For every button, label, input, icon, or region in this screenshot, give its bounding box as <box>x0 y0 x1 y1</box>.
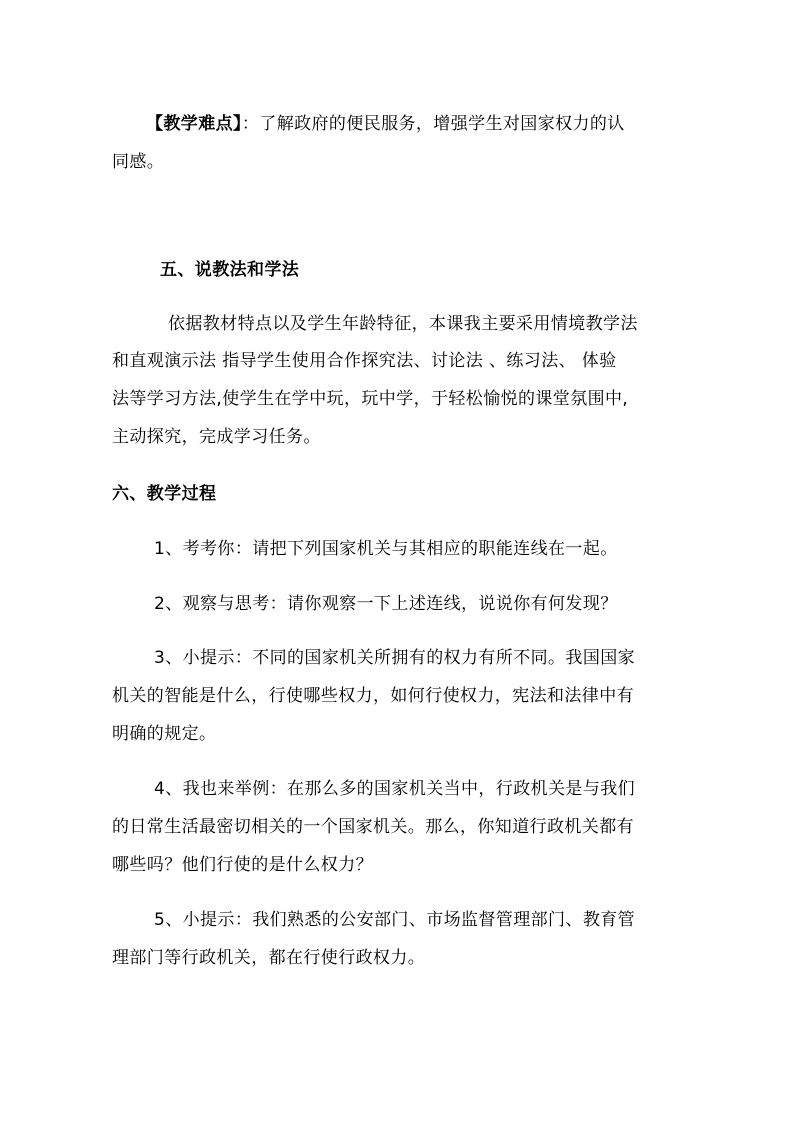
section-5-para-line-3: 法等学习方法,使学生在学中玩，玩中学，于轻松愉悦的课堂氛围中, <box>112 389 629 409</box>
section-5-heading: 五、说教法和学法 <box>160 260 300 280</box>
section-6-heading: 六、教学过程 <box>112 484 217 504</box>
section-5-para-line-1: 依据教材特点以及学生年龄特征，本课我主要采用情境教学法 <box>168 314 638 334</box>
section-5-para-line-2: 和直观演示法 指导学生使用合作探究法、讨论法 、练习法、 体验 <box>112 351 617 371</box>
difficulty-label: 【教学难点】 <box>146 114 242 134</box>
item-1: 1、考考你：请把下列国家机关与其相应的职能连线在一起。 <box>154 539 618 559</box>
item-5-line-1: 5、小提示：我们熟悉的公安部门、市场监督管理部门、教育管 <box>154 910 636 930</box>
difficulty-text: ：了解政府的便民服务，增强学生对国家权力的认 <box>241 114 625 134</box>
difficulty-line-2: 同感。 <box>112 152 165 172</box>
item-3-line-1: 3、小提示：不同的国家机关所拥有的权力有所不同。我国国家 <box>154 648 636 668</box>
item-3-line-2: 机关的智能是什么，行使哪些权力，如何行使权力，宪法和法律中有 <box>112 686 634 706</box>
item-4-line-1: 4、我也来举例：在那么多的国家机关当中，行政机关是与我们 <box>154 779 636 799</box>
item-2: 2、观察与思考：请你观察一下上述连线，说说你有何发现？ <box>154 594 618 614</box>
item-4-line-3: 哪些吗？他们行使的是什么权力？ <box>112 855 373 875</box>
item-3-line-3: 明确的规定。 <box>112 724 217 744</box>
difficulty-line-1 <box>146 112 625 136</box>
section-5-para-line-4: 主动探究，完成学习任务。 <box>112 427 321 447</box>
item-4-line-2: 的日常生活最密切相关的一个国家机关。那么，你知道行政机关都有 <box>112 817 634 837</box>
item-5-line-2: 理部门等行政机关，都在行使行政权力。 <box>112 948 426 968</box>
